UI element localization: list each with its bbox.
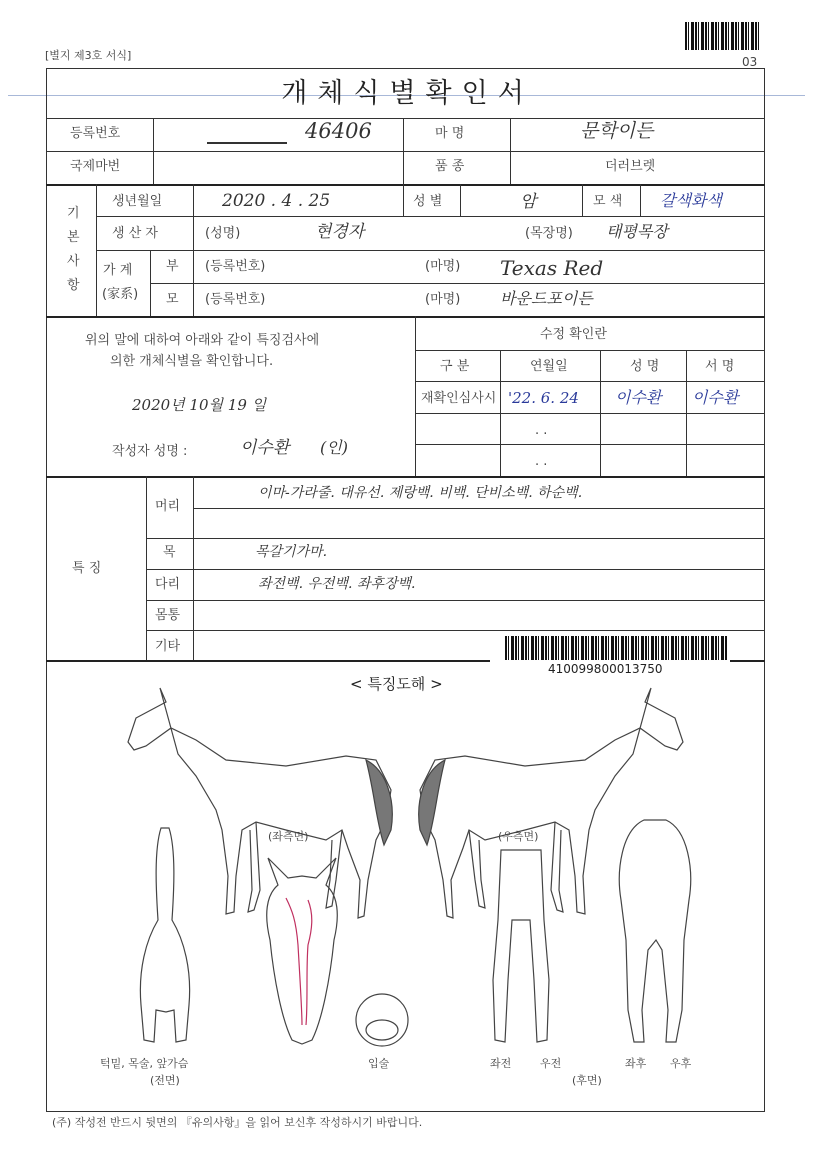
page-number: 03 (742, 55, 758, 69)
coat-value: 갈색화색 (660, 191, 722, 210)
recheck-title: 수정 확인란 (540, 327, 607, 342)
diagram-title: < 특징도해 > (350, 675, 443, 693)
horse-name-value: 문학이든 (580, 120, 654, 142)
recheck-header-sign: 서 명 (705, 359, 735, 374)
sire-name-value: Texas Red (500, 256, 604, 280)
legs-value: 좌전백. 우전백. 좌후장백. (258, 576, 416, 592)
birth-label: 생년월일 (112, 194, 163, 209)
recheck-header-date: 연월일 (530, 359, 568, 374)
dam-label: 모 (166, 292, 179, 307)
basic-label-4: 항 (67, 278, 80, 293)
left-hind-label: 좌후 (625, 1057, 647, 1070)
recheck-row1-date: '22. 6. 24 (508, 389, 579, 407)
recheck-row1-type: 재확인심사시 (421, 391, 497, 406)
left-side-horse (128, 688, 392, 918)
sire-label: 부 (166, 259, 179, 274)
basic-label-3: 사 (67, 254, 80, 269)
rear-label: (후면) (572, 1074, 602, 1087)
sex-label: 성 별 (413, 194, 443, 209)
etc-label: 기타 (155, 639, 181, 654)
body-label: 몸통 (155, 608, 181, 623)
sex-value: 암 (520, 192, 537, 212)
neck-value: 목갈기가마. (255, 544, 328, 560)
page-title: 개체식별확인서 (281, 78, 534, 109)
confirm-line-1: 위의 말에 대하여 아래와 같이 특징검사에 (85, 333, 320, 348)
producer-label: 생 산 자 (112, 226, 158, 241)
recheck-header-name: 성 명 (630, 359, 660, 374)
horse-diagram (46, 680, 765, 1080)
top-barcode (685, 22, 760, 50)
left-fore-label: 좌전 (490, 1057, 512, 1070)
farm-label: (목장명) (525, 226, 573, 241)
struck-old-reg-no (207, 128, 287, 144)
front-view-horse (140, 828, 189, 1042)
farm-value: 태평목장 (606, 222, 668, 241)
lips-label: 입술 (368, 1057, 390, 1070)
recheck-row1-name: 이수환 (615, 388, 662, 407)
family-label-top: 가 계 (103, 263, 133, 278)
legs-label: 다리 (155, 577, 181, 592)
intl-no-label: 국제마번 (70, 159, 121, 174)
front-label: (전면) (150, 1074, 180, 1087)
rear-view-front-legs (493, 850, 549, 1042)
reg-no-label: 등록번호 (70, 126, 121, 141)
features-label: 특 징 (72, 561, 102, 576)
footnote: (주) 작성전 반드시 뒷면의 『유의사항』을 읽어 보신후 작성하시기 바랍니다. (52, 1116, 423, 1129)
left-side-label: (좌측면) (268, 830, 309, 843)
dam-name-label: (마명) (425, 292, 461, 307)
dam-reg-label: (등록번호) (205, 292, 266, 307)
neck-label: 목 (163, 545, 176, 560)
recheck-row3-date: . . (535, 454, 548, 469)
front-caption: 턱밑, 목술, 앞가슴 (100, 1057, 189, 1070)
head-value: 이마-가라줄. 대유선. 제랑백. 비백. 단비소백. 하순백. (258, 485, 583, 501)
producer-name-value: 현경자 (315, 222, 365, 242)
dam-name-value: 바운드포이든 (500, 289, 593, 308)
form-code: [별지 제3호 서식] (45, 49, 132, 62)
barcode-number: 410099800013750 (548, 662, 663, 676)
breed-value: 더러브렛 (605, 159, 656, 174)
coat-label: 모 색 (593, 194, 623, 209)
confirm-date: 2020년 10월 19 일 (132, 396, 267, 414)
right-side-horse (419, 688, 683, 918)
writer-label: 작성자 성명 : (112, 444, 188, 459)
reg-no-value: 46406 (305, 119, 372, 143)
sire-name-label: (마명) (425, 259, 461, 274)
horse-name-label: 마 명 (435, 126, 465, 141)
writer-seal: (인) (320, 438, 348, 457)
barcode (505, 636, 727, 660)
head-front-view (267, 858, 338, 1044)
birth-value: 2020 . 4 . 25 (222, 191, 331, 211)
right-side-label: (우측면) (498, 830, 539, 843)
right-hind-label: 우후 (670, 1057, 692, 1070)
basic-label-1: 기 (67, 206, 80, 221)
writer-name: 이수환 (240, 438, 290, 458)
producer-name-label: (성명) (205, 226, 241, 241)
breed-label: 품 종 (435, 159, 465, 174)
family-label-bottom: (家系) (102, 287, 139, 302)
confirm-line-2: 의한 개체식별을 확인합니다. (110, 354, 274, 369)
sire-reg-label: (등록번호) (205, 259, 266, 274)
rear-view-hind-legs (619, 820, 690, 1042)
recheck-row2-date: . . (535, 423, 548, 438)
recheck-header-type: 구 분 (440, 359, 470, 374)
right-fore-label: 우전 (540, 1057, 562, 1070)
lips-view (356, 994, 408, 1046)
recheck-row1-sign: 이수환 (692, 388, 739, 407)
head-label: 머리 (155, 499, 181, 514)
basic-label-2: 본 (67, 230, 80, 245)
